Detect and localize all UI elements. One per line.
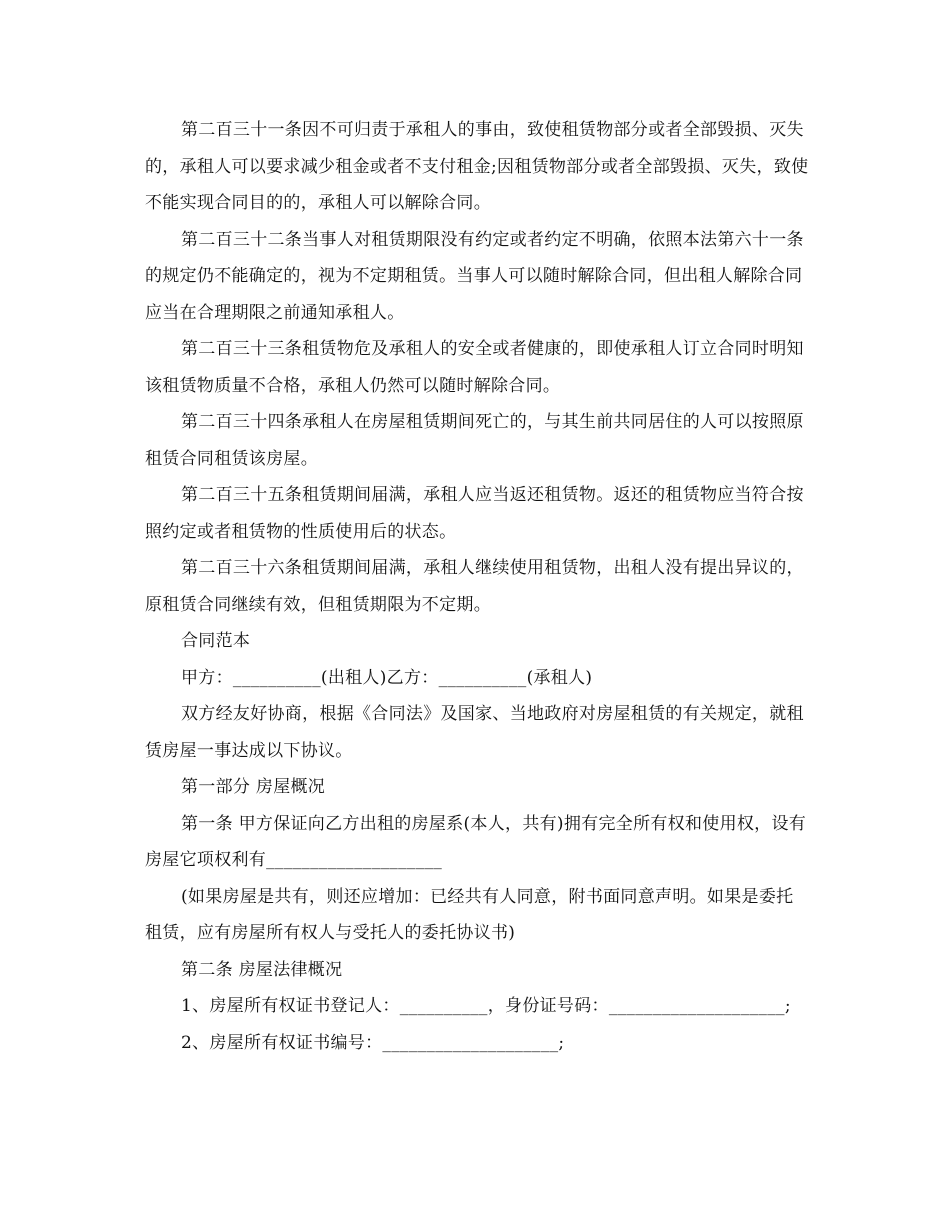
co-ownership-note-paragraph: (如果房屋是共有，则还应增加：已经共有人同意，附书面同意声明。如果是委托租赁，应有房屋所有权人与受托人的委托协议书) [145, 886, 794, 943]
article-235-paragraph: 第二百三十五条租赁期间届满，承租人应当返还租赁物。返还的租赁物应当符合按照约定或者租赁物的性质使用后的状态。 [145, 485, 804, 542]
article-236-paragraph: 第二百三十六条租赁期间届满，承租人继续使用租赁物，出租人没有提出异议的，原租赁合同继续有效，但租赁期限为不定期。 [145, 558, 804, 615]
agreement-intro-paragraph: 双方经友好协商，根据《合同法》及国家、当地政府对房屋租赁的有关规定，就租赁房屋一事达成以下协议。 [145, 704, 804, 761]
parties-line: 甲方：__________(出租人)乙方：__________(承租人) [181, 667, 593, 688]
article-233-paragraph: 第二百三十三条租赁物危及承租人的安全或者健康的，即使承租人订立合同时明知该租赁物质量不合格，承租人仍然可以随时解除合同。 [145, 339, 804, 396]
certificate-number-line: 2、房屋所有权证书编号：____________________; [181, 1032, 565, 1053]
clause-two-heading: 第二条 房屋法律概况 [181, 959, 343, 980]
contract-template-heading: 合同范本 [181, 631, 251, 651]
article-231-paragraph: 第二百三十一条因不可归责于承租人的事由，致使租赁物部分或者全部毁损、灭失的，承租人可以要求减少租金或者不支付租金;因租赁物部分或者全部毁损、灭失，致使不能实现合同目的的，承租人可以解除合同。 [145, 120, 809, 213]
clause-one-paragraph: 第一条 甲方保证向乙方出租的房屋系(本人，共有)拥有完全所有权和使用权，设有房屋它项权利有____________________ [145, 813, 807, 870]
part-one-heading: 第一部分 房屋概况 [181, 777, 326, 797]
article-234-paragraph: 第二百三十四条承租人在房屋租赁期间死亡的，与其生前共同居住的人可以按照原租赁合同租赁该房屋。 [145, 412, 804, 469]
ownership-registrant-line: 1、房屋所有权证书登记人：__________，身份证号码：____________________; [181, 996, 791, 1016]
document-body [145, 112, 810, 1061]
article-232-paragraph: 第二百三十二条当事人对租赁期限没有约定或者约定不明确，依照本法第六十一条的规定仍不能确定的，视为不定期租赁。当事人可以随时解除合同，但出租人解除合同应当在合理期限之前通知承租人。 [145, 229, 804, 323]
